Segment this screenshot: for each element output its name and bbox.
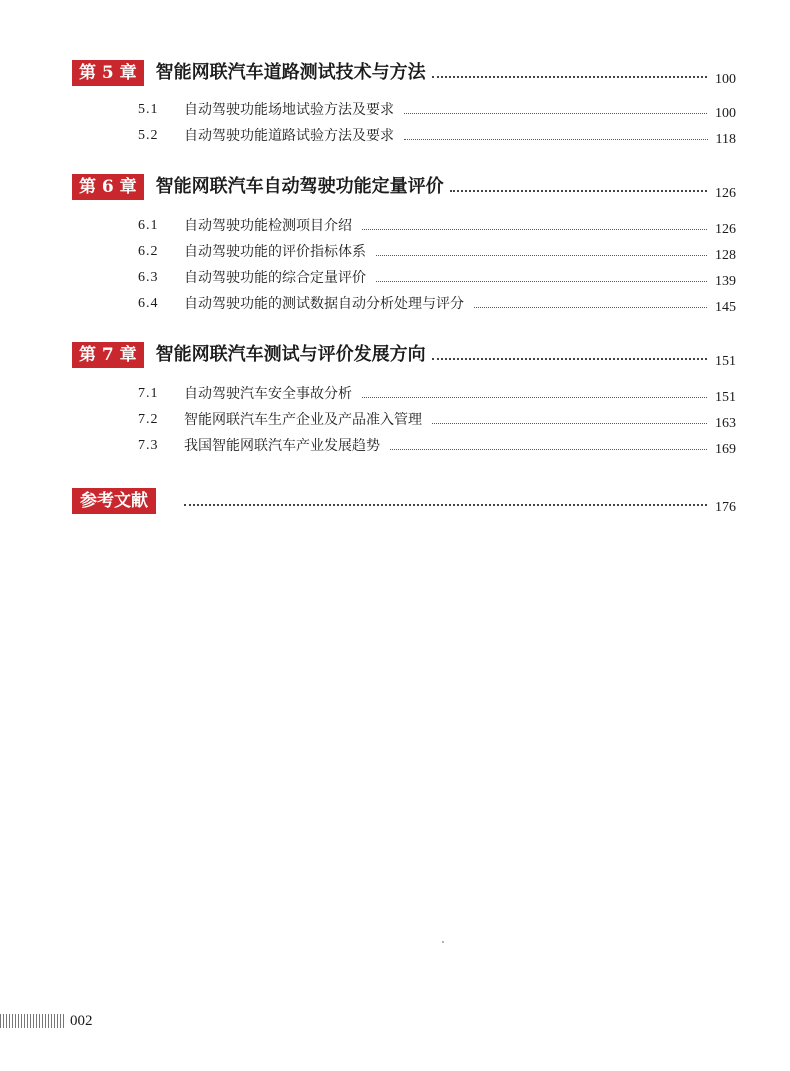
section-number: 5.1 (138, 102, 159, 117)
references-badge: 参考文献 (72, 488, 156, 514)
section-number: 6.4 (138, 296, 159, 311)
section-6-2-entry[interactable] (138, 240, 736, 262)
page-number: 169 (715, 442, 736, 457)
chapter-badge: 第 7 章 (72, 342, 144, 368)
section-number: 5.2 (138, 128, 159, 143)
page-number: 176 (715, 500, 736, 515)
dot-leader (184, 504, 707, 506)
section-6-3-entry[interactable] (138, 266, 736, 288)
page-number: 151 (715, 354, 736, 369)
page-footer (0, 1012, 93, 1030)
dot-leader (404, 139, 708, 140)
section-title: 自动驾驶汽车安全事故分析 (184, 386, 352, 402)
dot-leader (432, 358, 707, 360)
chapter-6-entry[interactable] (72, 170, 736, 200)
dot-leader (390, 449, 707, 450)
section-title: 自动驾驶功能的综合定量评价 (184, 270, 366, 286)
page-number: 100 (715, 72, 736, 87)
section-7-3-entry[interactable] (138, 434, 736, 456)
scan-speck (442, 941, 444, 943)
section-7-1-entry[interactable] (138, 382, 736, 404)
section-title: 自动驾驶功能场地试验方法及要求 (184, 102, 394, 118)
chapter-title: 智能网联汽车道路测试技术与方法 (155, 62, 426, 83)
dot-leader (376, 281, 707, 282)
dot-leader (432, 423, 707, 424)
footer-stripe-decoration (0, 1014, 64, 1028)
section-5-2-entry[interactable] (138, 124, 736, 146)
section-number: 6.2 (138, 244, 159, 259)
page-number: 126 (715, 186, 736, 201)
section-title: 我国智能网联汽车产业发展趋势 (184, 438, 380, 454)
section-6-1-entry[interactable] (138, 214, 736, 236)
page-number: 100 (715, 106, 736, 121)
chapter-title: 智能网联汽车测试与评价发展方向 (155, 344, 426, 365)
dot-leader (362, 397, 707, 398)
dot-leader (362, 229, 707, 230)
section-number: 7.1 (138, 386, 159, 401)
page-number: 128 (715, 248, 736, 263)
page-number: 139 (715, 274, 736, 289)
dot-leader (474, 307, 707, 308)
page-number: 151 (715, 390, 736, 405)
dot-leader (432, 76, 707, 78)
chapter-7-entry[interactable] (72, 338, 736, 368)
section-5-1-entry[interactable] (138, 98, 736, 120)
section-title: 智能网联汽车生产企业及产品准入管理 (184, 412, 422, 428)
chapter-badge: 第 6 章 (72, 174, 144, 200)
page-number: 145 (715, 300, 736, 315)
section-number: 6.1 (138, 218, 159, 233)
section-6-4-entry[interactable] (138, 292, 736, 314)
section-title: 自动驾驶功能的测试数据自动分析处理与评分 (184, 296, 464, 312)
dot-leader (376, 255, 707, 256)
section-number: 7.3 (138, 438, 159, 453)
section-title: 自动驾驶功能道路试验方法及要求 (184, 128, 394, 144)
dot-leader (404, 113, 707, 114)
section-number: 6.3 (138, 270, 159, 285)
chapter-badge: 第 5 章 (72, 60, 144, 86)
chapter-title: 智能网联汽车自动驾驶功能定量评价 (155, 176, 444, 197)
section-title: 自动驾驶功能检测项目介绍 (184, 218, 352, 234)
section-number: 7.2 (138, 412, 159, 427)
page-number: 118 (715, 132, 736, 147)
section-title: 自动驾驶功能的评价指标体系 (184, 244, 366, 260)
page-number: 163 (715, 416, 736, 431)
references-entry[interactable] (72, 484, 736, 514)
dot-leader (450, 190, 707, 192)
page-number: 126 (715, 222, 736, 237)
footer-page-number: 002 (70, 1012, 93, 1029)
section-7-2-entry[interactable] (138, 408, 736, 430)
chapter-5-entry[interactable] (72, 56, 736, 86)
